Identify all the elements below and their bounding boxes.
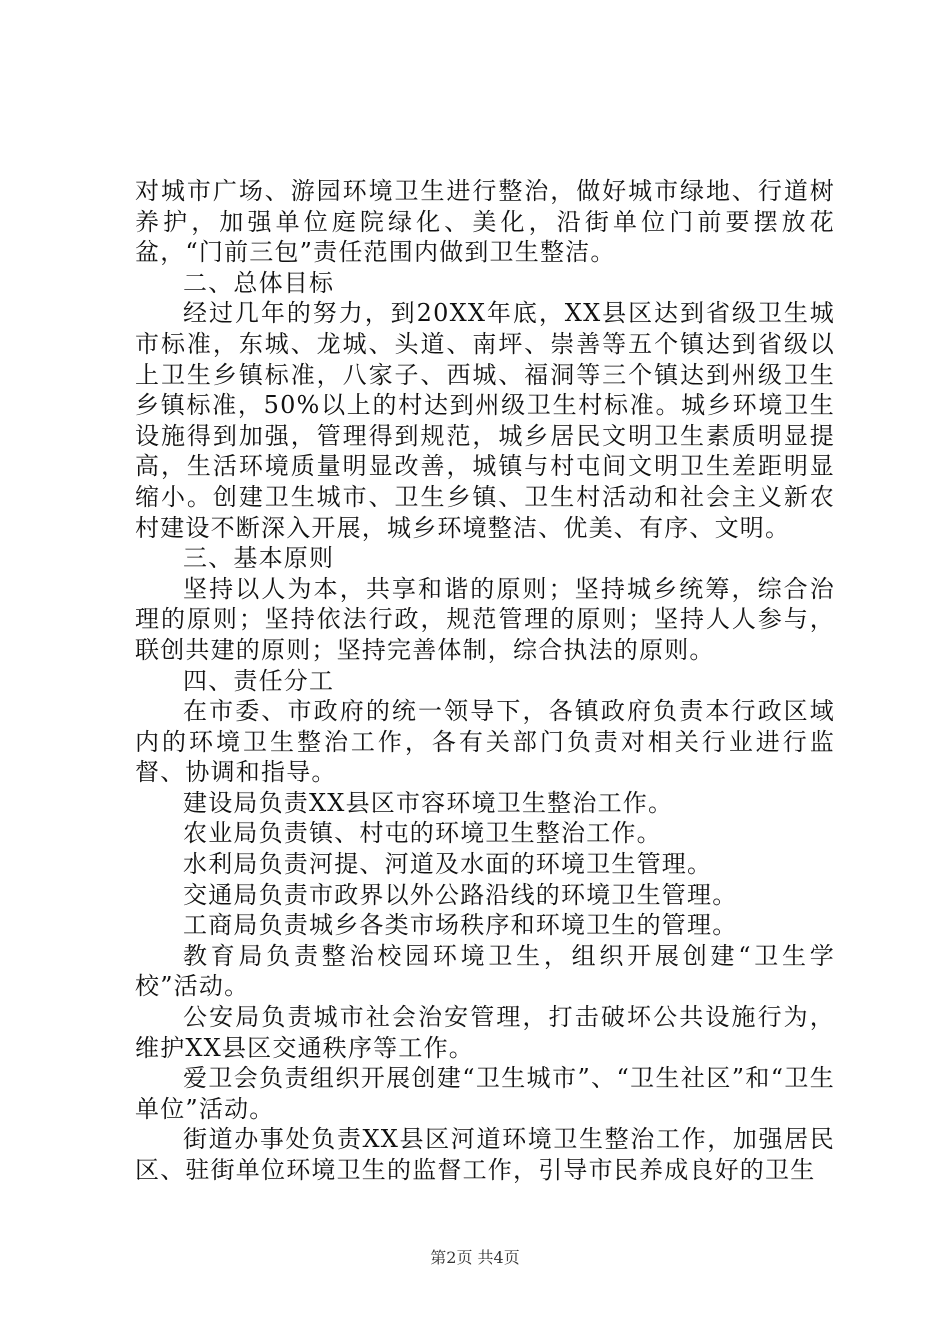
- paragraph-construction-bureau: 建设局负责XX县区市容环境卫生整治工作。: [183, 788, 674, 817]
- section-heading-goals: 二、总体目标: [183, 268, 335, 297]
- paragraph-goals: 经过几年的努力，到20XX年底，XX县区达到省级卫生城市标准，东城、龙城、头道、南坪、崇善等五个镇达到省级以上卫生乡镇标准，八家子、西城、福洞等三个镇达到州级卫生乡镇标准，50%以上的村达到州级卫生村标准。城乡环境卫生设施得到加强，管理得到规范，城乡居民文明卫生素质明显提高，生活环境质量明显改善，城镇与村屯间文明卫生差距明显缩小。创建卫生城市、卫生乡镇、卫生村活动和社会主义新农村建设不断深入开展，城乡环境整洁、优美、有序、文明。: [135, 299, 835, 542]
- paragraph-continuation: 对城市广场、游园环境卫生进行整治，做好城市绿地、行道树养护，加强单位庭院绿化、美化，沿街单位门前要摆放花盆，“门前三包”责任范围内做到卫生整洁。: [135, 177, 835, 267]
- paragraph-agriculture-bureau: 农业局负责镇、村屯的环境卫生整治工作。: [183, 819, 662, 848]
- section-heading-principles: 三、基本原则: [183, 544, 335, 573]
- paragraph-public-security-bureau: 公安局负责城市社会治安管理，打击破坏公共设施行为，维护XX县区交通秩序等工作。: [135, 1003, 835, 1062]
- paragraph-leadership: 在市委、市政府的统一领导下，各镇政府负责本行政区域内的环境卫生整治工作，各有关部门负责对相关行业进行监督、协调和指导。: [135, 697, 835, 787]
- paragraph-street-office: 街道办事处负责XX县区河道环境卫生整治工作，加强居民区、驻街单位环境卫生的监督工作，引导市民养成良好的卫生: [135, 1125, 835, 1184]
- document-body: [135, 176, 835, 1186]
- section-heading-responsibilities: 四、责任分工: [183, 666, 335, 695]
- paragraph-commerce-bureau: 工商局负责城乡各类市场秩序和环境卫生的管理。: [183, 911, 738, 940]
- paragraph-education-bureau: 教育局负责整治校园环境卫生，组织开展创建“卫生学校”活动。: [135, 941, 835, 1001]
- paragraph-water-bureau: 水利局负责河提、河道及水面的环境卫生管理。: [183, 850, 713, 879]
- paragraph-principles: 坚持以人为本，共享和谐的原则；坚持城乡统筹，综合治理的原则；坚持依法行政，规范管理的原则；坚持人人参与，联创共建的原则；坚持完善体制，综合执法的原则。: [135, 574, 835, 664]
- paragraph-transport-bureau: 交通局负责市政界以外公路沿线的环境卫生管理。: [183, 880, 738, 909]
- paragraph-patriotic-health-committee: 爱卫会负责组织开展创建“卫生城市”、“卫生社区”和“卫生单位”活动。: [135, 1064, 835, 1123]
- page-footer: [0, 1245, 950, 1268]
- page-indicator: 第2页 共4页: [430, 1248, 520, 1267]
